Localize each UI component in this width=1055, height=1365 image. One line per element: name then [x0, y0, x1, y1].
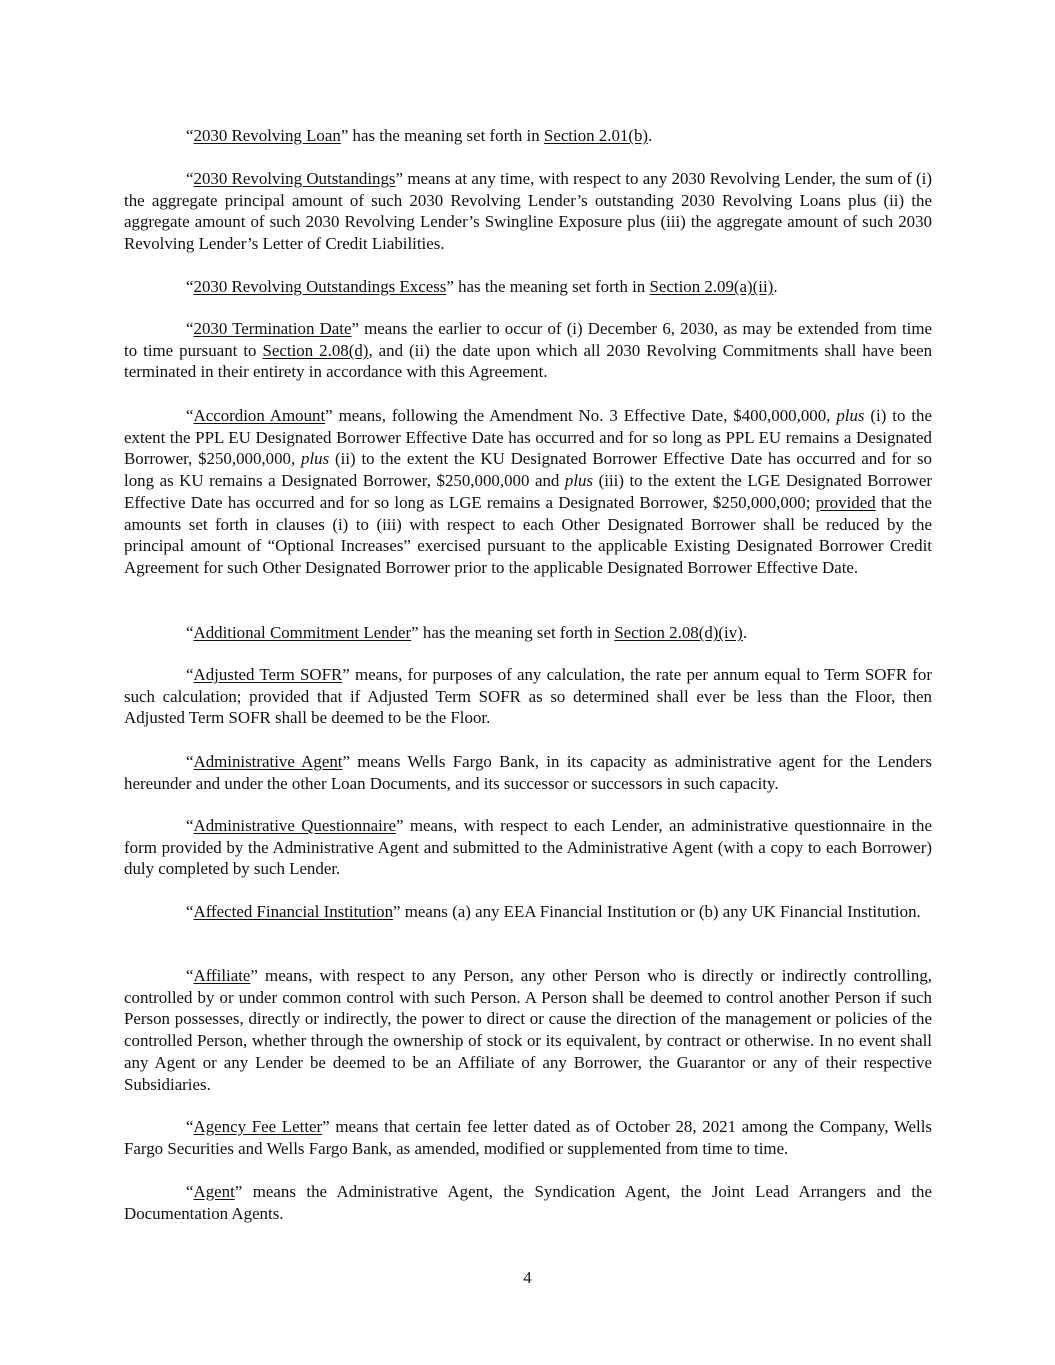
definition-administrative-questionnaire: “Administrative Questionnaire” means, with respect to each Lender, an administrative questionnaire in the form provided by the Administrative Agent and submitted to the Administrative Agent (with a copy to each Borrower) duly completed by such Lender.: [124, 816, 932, 879]
defined-term: Administrative Questionnaire: [193, 816, 396, 835]
definition-agency-fee-letter: “Agency Fee Letter” means that certain fee letter dated as of October 28, 2021 among the Company, Wells Fargo Securities and Wells Fargo Bank, as amended, modified or supplemented from time to time.: [124, 1117, 932, 1158]
defined-term: 2030 Revolving Outstandings: [193, 169, 396, 188]
definition-2030-termination-date: “2030 Termination Date” means the earlier to occur of (i) December 6, 2030, as may be extended from time to time pursuant to Section 2.08(d), and (ii) the date upon which all 2030 Revolving Commitments shall have been terminated in their entirety in accordance with this Agreement.: [124, 319, 933, 382]
defined-term: Agent: [193, 1182, 235, 1201]
definition-affected-financial-institution: “Affected Financial Institution” means (a) any EEA Financial Institution or (b) any UK Financial Institution.: [186, 902, 921, 921]
section-reference: Section 2.08(d)(iv): [614, 623, 743, 642]
defined-term: 2030 Termination Date: [193, 319, 352, 338]
definition-2030-revolving-outstandings: “2030 Revolving Outstandings” means at any time, with respect to any 2030 Revolving Lender, the sum of (i) the aggregate principal amount of such 2030 Revolving Lender’s outstanding 2030 Revolving Loans plus (ii) the aggregate amount of such 2030 Revolving Lender’s Swingline Exposure plus (iii) the aggregate amount of such 2030 Revolving Lender’s Letter of Credit Liabilities.: [124, 169, 932, 254]
emphasis-plus: plus: [301, 449, 330, 469]
defined-term: 2030 Revolving Outstandings Excess: [193, 277, 447, 296]
emphasis-provided: provided: [815, 492, 876, 512]
defined-term: Administrative Agent: [193, 752, 343, 771]
definition-agent: “Agent” means the Administrative Agent, the Syndication Agent, the Joint Lead Arrangers and the Documentation Agents.: [124, 1182, 932, 1223]
definition-adjusted-term-sofr: “Adjusted Term SOFR” means, for purposes of any calculation, the rate per annum equal to Term SOFR for such calculation; provided that if Adjusted Term SOFR as so determined shall ever be less than the Floor, then Adjusted Term SOFR shall be deemed to be the Floor.: [124, 665, 932, 728]
defined-term: Adjusted Term SOFR: [193, 665, 343, 684]
page-number: 4: [523, 1268, 532, 1287]
section-reference: Section 2.01(b): [543, 126, 649, 145]
definition-affiliate: “Affiliate” means, with respect to any Person, any other Person who is directly or indirectly controlling, controlled by or under common control with such Person. A Person shall be deemed to control another Person if such Person possesses, directly or indirectly, the power to direct or cause the direction of the management or policies of the controlled Person, whether through the ownership of stock or its equivalent, by contract or otherwise. In no event shall any Agent or any Lender be deemed to be an Affiliate of any Borrower, the Guarantor or any of their respective Subsidiaries.: [124, 966, 932, 1094]
emphasis-plus: plus: [836, 406, 865, 425]
section-reference: Section 2.08(d): [262, 340, 369, 360]
section-reference: Section 2.09(a)(ii): [649, 277, 774, 296]
definition-2030-revolving-loan: “2030 Revolving Loan” has the meaning set forth in Section 2.01(b).: [186, 126, 653, 145]
defined-term: 2030 Revolving Loan: [193, 126, 341, 145]
definition-2030-revolving-outstandings-excess: “2030 Revolving Outstandings Excess” has the meaning set forth in Section 2.09(a)(ii).: [186, 277, 778, 296]
defined-term: Accordion Amount: [193, 406, 326, 425]
defined-term: Additional Commitment Lender: [193, 623, 412, 642]
definition-accordion-amount: “Accordion Amount” means, following the Amendment No. 3 Effective Date, $400,000,000, plus (i) to the extent the PPL EU Designated Borrower Effective Date has occurred and for so long as PPL EU remains a Designated Borrower, $250,000,000, plus (ii) to the extent the KU Designated Borrower Effective Date has occurred and for so long as KU remains a Designated Borrower, $250,000,000 and plus (iii) to the extent the LGE Designated Borrower Effective Date has occurred and for so long as LGE remains a Designated Borrower, $250,000,000; provided that the amounts set forth in clauses (i) to (iii) with respect to each Other Designated Borrower shall be reduced by the principal amount of “Optional Increases” exercised pursuant to the applicable Existing Designated Borrower Credit Agreement for such Other Designated Borrower prior to the applicable Designated Borrower Effective Date.: [124, 406, 932, 577]
defined-term: Agency Fee Letter: [193, 1117, 323, 1136]
defined-term: Affected Financial Institution: [193, 902, 394, 921]
defined-term: Affiliate: [193, 966, 251, 985]
definition-additional-commitment-lender: “Additional Commitment Lender” has the meaning set forth in Section 2.08(d)(iv).: [186, 623, 748, 642]
emphasis-plus: plus: [564, 471, 594, 491]
definition-administrative-agent: “Administrative Agent” means Wells Fargo Bank, in its capacity as administrative agent for the Lenders hereunder and under the other Loan Documents, and its successor or successors in such capacity.: [124, 752, 932, 793]
